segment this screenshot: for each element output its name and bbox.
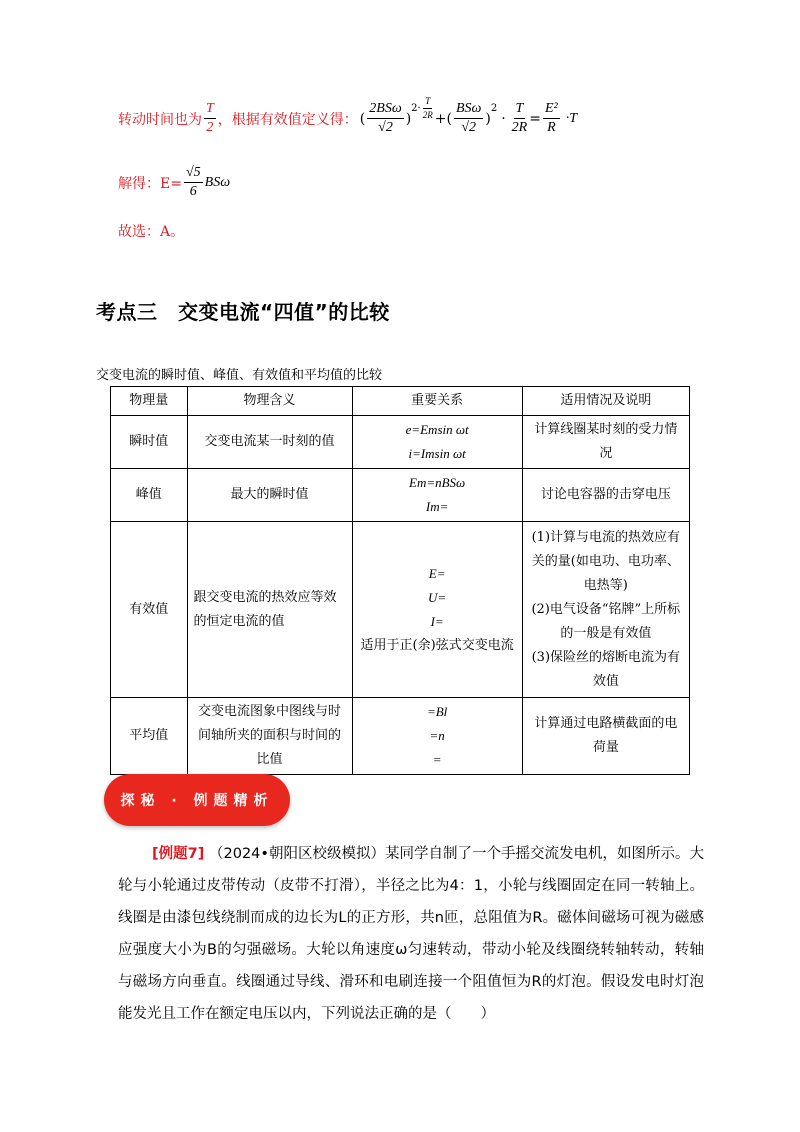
table-row: [111, 416, 690, 469]
table-row: [111, 698, 690, 775]
solve-label: 解得：E=: [118, 175, 182, 192]
row-usage: 讨论电容器的击穿电压: [522, 469, 689, 522]
table-row: [111, 469, 690, 522]
fraction-T-over-2: $\frac{T}{2}$: [206, 101, 214, 135]
row-meaning: 跟交变电流的热效应等效的恒定电流的值: [187, 522, 352, 698]
row-usage: (1)计算与电流的热效应有关的量(如电功、电功率、电热等) (2)电气设备“铭牌”上所标的一般是有效值 (3)保险丝的熔断电流为有效值: [522, 522, 689, 698]
example-text: （2024•朝阳区校级模拟）某同学自制了一个手摇交流发电机，如图所示。大轮与小轮通过皮带传动（皮带不打滑），半径之比为4：1，小轮与线圈固定在同一转轴上。线圈是由漆包线绕制而成的边长为L的正方形，共n匝，总阻值为R。磁体间磁场可视为磁感应强度大小为B的匀强磁场。大轮以角速度ω匀速转动，带动小轮及线圈绕转轴转动，转轴与磁场方向垂直。线圈通过导线、滑环和电刷连接一个阻值恒为R的灯泡。假设发电时灯泡能发光且工作在额定电压以内，下列说法正确的是（ ）: [118, 846, 705, 1022]
solution-middle: ，根据有效值定义得：: [217, 111, 358, 128]
row-relations: =Bl =n =: [352, 698, 522, 775]
section-title: 考点三 交变电流“四值”的比较: [96, 300, 390, 324]
row-relations: E= U= I= 适用于正(余)弦式交变电流: [352, 522, 522, 698]
header-cell: 物理量: [111, 387, 188, 416]
effective-value-equation: ( $\frac{\text{2BSω}}{√2}$ ) 2 · $\frac{T}{2R}$ + ( $\frac{\text{BSω}}{√2}$ ) 2 · $\frac{T}{2R}$ = $\frac{\text{E²}}{R}$ ·T: [359, 96, 578, 135]
answer-line: 故选：A。: [118, 224, 185, 240]
row-meaning: 最大的瞬时值: [187, 469, 352, 522]
row-meaning: 交变电流某一时刻的值: [187, 416, 352, 469]
row-name: 瞬时值: [111, 416, 188, 469]
table-header-row: [111, 387, 690, 416]
header-cell: 适用情况及说明: [522, 387, 689, 416]
row-name: 有效值: [111, 522, 188, 698]
solution-prefix: 转动时间也为: [118, 111, 202, 128]
row-usage: 计算通过电路横截面的电荷量: [522, 698, 689, 775]
solution-line-1: [118, 96, 578, 135]
table-row: [111, 522, 690, 698]
example-tag: [例题7]: [152, 846, 205, 862]
row-usage: 计算线圈某时刻的受力情况: [522, 416, 689, 469]
row-name: 峰值: [111, 469, 188, 522]
comparison-table: [110, 386, 690, 775]
table-caption: 交变电流的瞬时值、峰值、有效值和平均值的比较: [96, 368, 383, 383]
row-name: 平均值: [111, 698, 188, 775]
solution-line-2: 解得：E= $\frac{√5}{6}$ BSω: [118, 165, 231, 199]
header-cell: 重要关系: [352, 387, 522, 416]
header-cell: 物理含义: [187, 387, 352, 416]
example-paragraph: [118, 838, 704, 1030]
row-meaning: 交变电流图象中图线与时间轴所夹的面积与时间的比值: [187, 698, 352, 775]
row-relations: e=Emsin ωt i=Imsin ωt: [352, 416, 522, 469]
row-relations: Em=nBSω Im=: [352, 469, 522, 522]
example-banner: 探秘 · 例题精析: [104, 774, 290, 826]
